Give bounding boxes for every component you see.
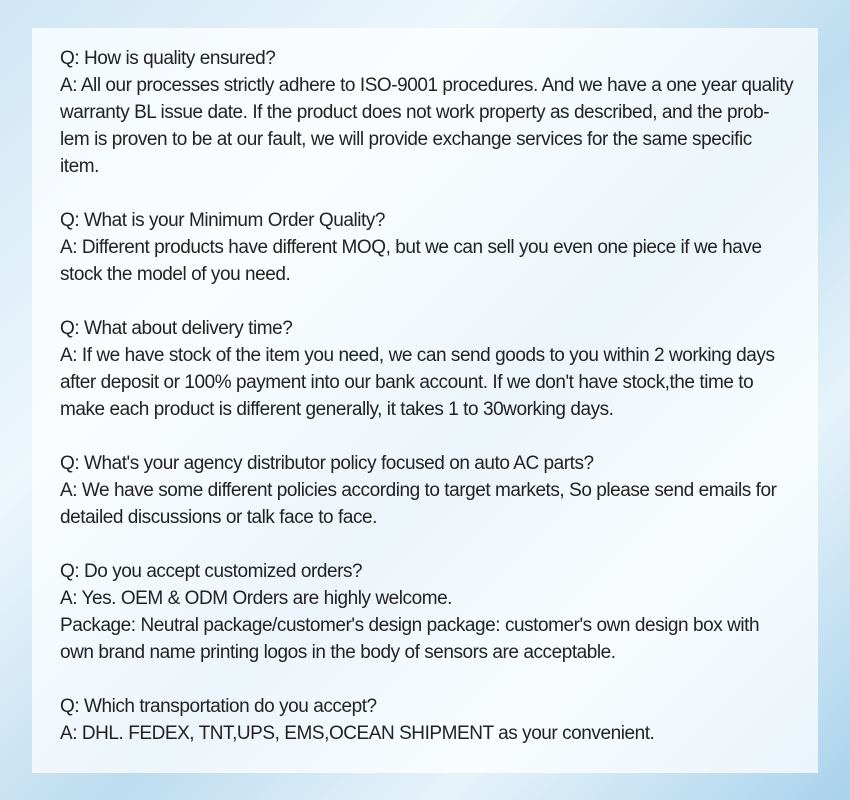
faq-answer-line: after deposit or 100% payment into our bank account. If we don't have stock,the time to bbox=[60, 372, 754, 393]
faq-answer-line: item. bbox=[60, 156, 99, 177]
faq-item bbox=[60, 315, 818, 423]
faq-question: Q: What is your Minimum Order Quality? bbox=[60, 210, 385, 231]
faq-question: Q: Which transportation do you accept? bbox=[60, 696, 377, 717]
faq-answer-line: A: Different products have different MOQ, but we can sell you even one piece if we have bbox=[60, 237, 762, 258]
faq-answer-line: make each product is different generally, it takes 1 to 30working days. bbox=[60, 399, 614, 420]
faq-answer-line: Package: Neutral package/customer's design package: customer's own design box with bbox=[60, 615, 760, 636]
faq-item bbox=[60, 207, 818, 288]
faq-question: Q: What's your agency distributor policy focused on auto AC parts? bbox=[60, 453, 594, 474]
faq-answer-line: lem is proven to be at our fault, we will provide exchange services for the same specific bbox=[60, 129, 752, 150]
faq-answer-line: A: Yes. OEM & ODM Orders are highly welcome. bbox=[60, 588, 453, 609]
faq-item bbox=[60, 558, 818, 666]
faq-item bbox=[60, 45, 818, 180]
faq-answer-line: A: DHL. FEDEX, TNT,UPS, EMS,OCEAN SHIPMENT as your convenient. bbox=[60, 723, 655, 744]
faq-question: Q: How is quality ensured? bbox=[60, 48, 276, 69]
faq-item bbox=[60, 693, 818, 747]
faq-question: Q: Do you accept customized orders? bbox=[60, 561, 363, 582]
faq-answer-line: warranty BL issue date. If the product does not work property as described, and the prob- bbox=[60, 102, 770, 123]
faq-answer-line: A: We have some different policies according to target markets, So please send emails for bbox=[60, 480, 777, 501]
faq-item bbox=[60, 450, 818, 531]
faq-answer-line: A: All our processes strictly adhere to ISO-9001 procedures. And we have a one year quality bbox=[60, 75, 794, 96]
faq-answer-line: A: If we have stock of the item you need, we can send goods to you within 2 working days bbox=[60, 345, 775, 366]
faq-panel bbox=[32, 28, 818, 773]
faq-answer-line: detailed discussions or talk face to face. bbox=[60, 507, 377, 528]
faq-answer-line: own brand name printing logos in the body of sensors are acceptable. bbox=[60, 642, 616, 663]
faq-answer-line: stock the model of you need. bbox=[60, 264, 291, 285]
faq-question: Q: What about delivery time? bbox=[60, 318, 293, 339]
